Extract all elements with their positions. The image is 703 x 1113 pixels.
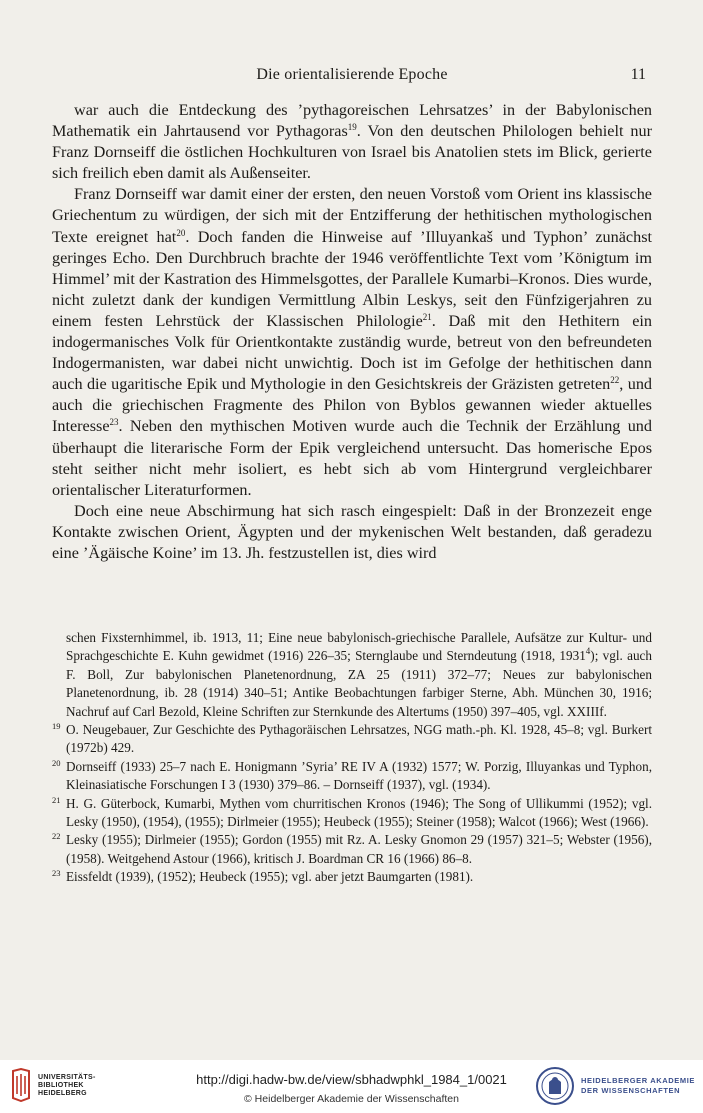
footnotes bbox=[52, 629, 652, 887]
hadw-logo-line: HEIDELBERGER AKADEMIE bbox=[581, 1076, 695, 1085]
permalink-url[interactable]: http://digi.hadw-bw.de/view/sbhadwphkl_1984_1/0021 bbox=[196, 1072, 507, 1087]
hadw-seal-icon bbox=[535, 1066, 575, 1106]
text-run: schen Fixsternhimmel, ib. 1913, 11; Eine neue babylonisch-griechische Parallele, Aufsätze zur Kultur- und Sprachgeschichte E. Kuhn gewidmet (1916) 226–35; Sternglaube und Sterndeutung (1918, 1931 bbox=[66, 630, 652, 664]
ub-logo-line: UNIVERSITÄTS- bbox=[38, 1074, 96, 1081]
footnote-reference: 23 bbox=[109, 417, 119, 428]
page-header bbox=[52, 66, 652, 90]
ub-logo-line: BIBLIOTHEK bbox=[38, 1082, 84, 1089]
footnote-number: 22 bbox=[52, 831, 61, 842]
running-title: Die orientalisierende Epoche bbox=[256, 66, 448, 83]
text-run: Lesky (1955); Dirlmeier (1955); Gordon (1955) mit Rz. A. Lesky Gnomon 29 (1957) 321–5; Webster (1956), (1958). Weitgehend Astour (1966), kritisch J. Boardman CR 16 (1966) 86–8. bbox=[66, 832, 652, 866]
footnote-reference: 22 bbox=[610, 375, 620, 386]
footnote-number: 23 bbox=[52, 868, 61, 879]
hadw-logo-line: DER WISSENSCHAFTEN bbox=[581, 1086, 681, 1095]
ub-logo-line: HEIDELBERG bbox=[38, 1090, 87, 1097]
body-paragraph bbox=[52, 184, 652, 500]
text-run: Doch eine neue Abschirmung hat sich rasch eingespielt: Daß in der Bronzezeit enge Kontakte zwischen Orient, Ägypten und der mykenischen Welt bestanden, daß geradezu eine ’Ägäische Koine’ im 13. Jh. festzustellen ist, dies wird bbox=[52, 501, 652, 562]
footnote-reference: 20 bbox=[176, 227, 186, 238]
text-run: . Neben den mythischen Motiven wurde auch die Technik der Erzählung und überhaupt die literarische Form der Epik vergleichend untersucht. Das homerische Epos steht seither nicht mehr isoliert, es hebt sich ab vom Hintergrund vergleichbarer orientalischer Literaturformen. bbox=[52, 417, 652, 499]
footnote-22 bbox=[52, 831, 652, 868]
main-text bbox=[52, 100, 652, 564]
body-paragraph bbox=[52, 501, 652, 564]
text-run: war auch die Entdeckung des ’pythagoreischen Lehrsatzes’ in der Babylonischen Mathematik ein Jahrtausend vor Pythagoras bbox=[52, 101, 652, 141]
text-run: Dornseiff (1933) 25–7 nach E. Honigmann ’Syria’ RE IV A (1932) 1577; W. Porzig, Illuyankas und Typhon, Kleinasiatische Forschungen I 3 (1930) 379–86. – Dornseiff (1937), vgl. (1934). bbox=[66, 758, 652, 793]
body-paragraph bbox=[52, 100, 652, 184]
hadw-logo-text bbox=[581, 1076, 695, 1096]
footnote-number: 19 bbox=[52, 721, 61, 732]
academy-logo[interactable] bbox=[535, 1066, 695, 1108]
footnote-reference: 19 bbox=[347, 122, 357, 133]
text-run: H. G. Güterbock, Kumarbi, Mythen vom churritischen Kronos (1946); The Song of Ullikummi (1952); vgl. Lesky (1950), (1954), (1955); Dirlmeier (1955); Heubeck (1955); Steiner (1958); Walcot (1966); West (1966). bbox=[66, 795, 652, 830]
text-run: . Von den deutschen Philologen behielt nur Franz Dornseiff die östlichen Hochkulturen von Israel bis Anatolien stets im Blick, gerierte sich freilich eben damit als Außenseiter. bbox=[52, 122, 652, 183]
footnote-23 bbox=[52, 868, 652, 886]
footnote-continuation bbox=[52, 629, 652, 721]
copyright-notice: © Heidelberger Akademie der Wissenschaften bbox=[244, 1093, 459, 1105]
footnote-reference: 4 bbox=[585, 646, 591, 657]
text-run: . Daß mit den Hethitern ein indogermanisches Volk für Orientkontakte zuständig wurde, betreut von den befreundeten Indogermanisten, war dabei nicht unwichtig. Doch ist im Gefolge der hethitischen dann auch die ugaritische Epik und Mythologie in den Gesichtskreis der Gräzisten getreten bbox=[52, 311, 652, 394]
text-run: Eissfeldt (1939), (1952); Heubeck (1955); vgl. aber jetzt Baumgarten (1981). bbox=[66, 869, 474, 885]
text-run: Franz Dornseiff war damit einer der ersten, den neuen Vorstoß vom Orient ins klassische Griechentum zu würdigen, der sich mit der Entzifferung der hethitischen mythologischen Texte ereignet hat bbox=[52, 185, 652, 246]
footnote-number: 20 bbox=[52, 757, 61, 768]
footnote-21 bbox=[52, 795, 652, 832]
viewer-footer bbox=[0, 1060, 703, 1113]
text-run: O. Neugebauer, Zur Geschichte des Pythagoräischen Lehrsatzes, NGG math.-ph. Kl. 1928, 45–8; vgl. Burkert (1972b) 429. bbox=[66, 722, 652, 756]
text-run: , und auch die griechischen Fragmente des Philon von Byblos gewannen wieder aktuelles Interesse bbox=[52, 375, 653, 436]
footnote-20 bbox=[52, 758, 652, 795]
text-run: . Doch fanden die Hinweise auf ’Illuyankaš und Typhon’ zunächst geringes Echo. Den Durchbruch brachte der 1946 veröffentlichte Text vom ’Königtum im Himmel’ mit der Kastration des Himmelsgottes, der Parallele Kumarbi–Kronos. Dies wurde, nicht zuletzt dank der kundigen Vermittlung Albin Leskys, seit den Fünfzigerjahren zu einem festen Lehrstück der Klassischen Philologie bbox=[52, 227, 652, 330]
text-run: ); vgl. auch F. Boll, Zur babylonischen Planetenordnung, ZA 25 (1911) 372–77; Neues zur babylonischen Planetenordnung, ib. 28 (1914) 340–51; Antike Beobachtungen farbiger Sterne, Abh. München 30, 1916; Nachruf auf Carl Bezold, Kleine Schriften zur Sternkunde des Altertums (1950) 397–405, vgl. XXIIIf. bbox=[66, 648, 652, 719]
footnote-reference: 21 bbox=[422, 311, 432, 322]
footnote-number: 21 bbox=[52, 794, 61, 805]
page-number: 11 bbox=[630, 66, 646, 83]
footnote-19 bbox=[52, 721, 652, 758]
